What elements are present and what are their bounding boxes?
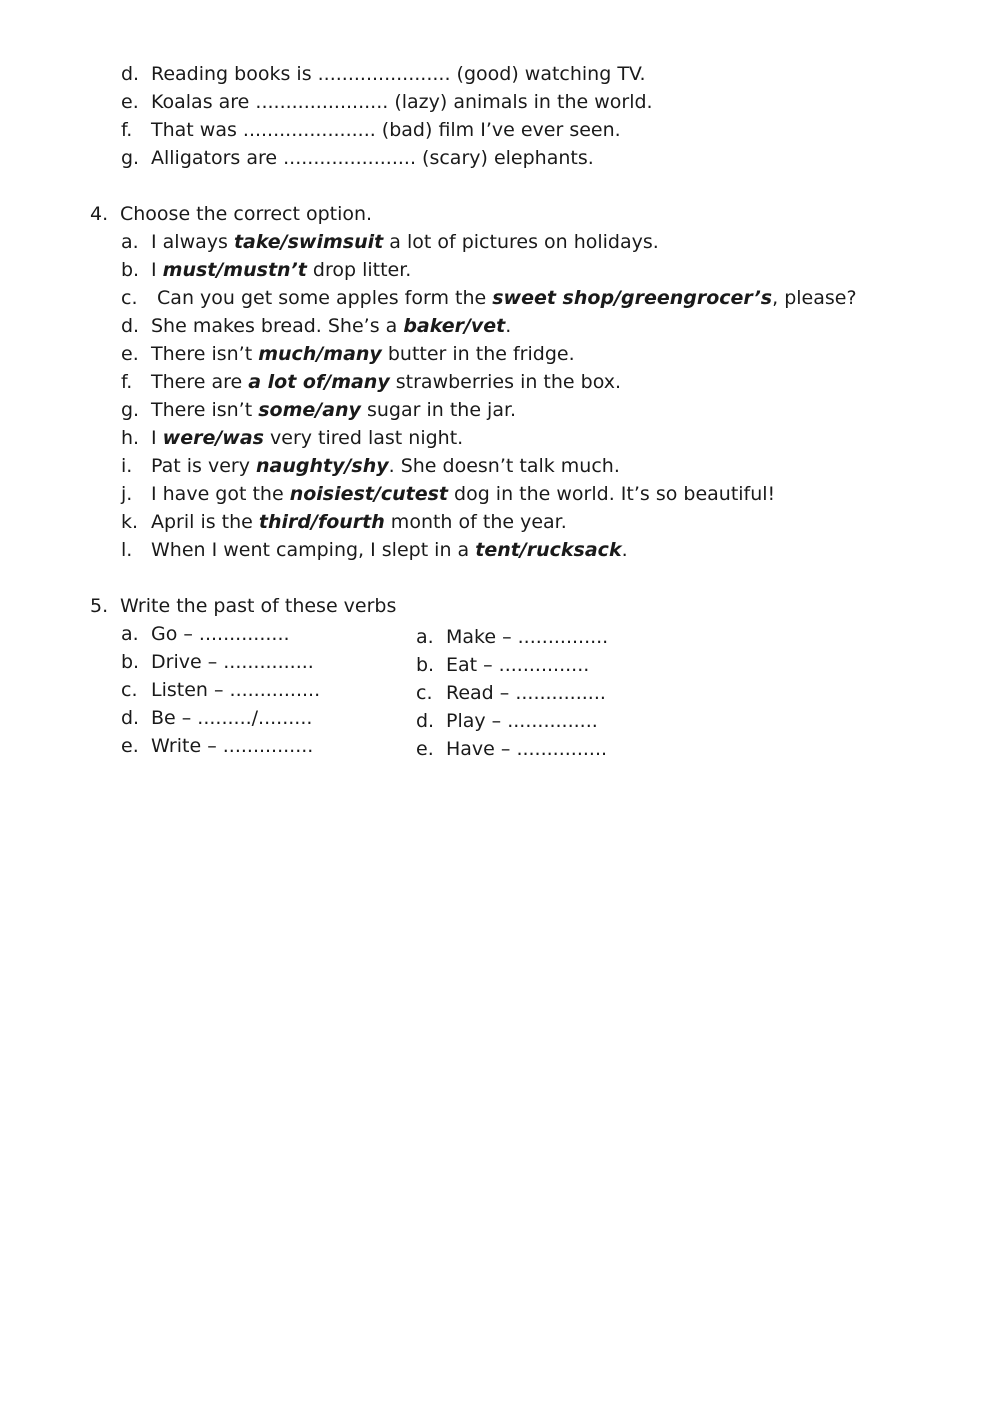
item-text-before: I	[151, 259, 163, 281]
item-text: Play – ...............	[446, 710, 598, 732]
item-letter: f.	[121, 371, 133, 393]
item-text: Reading books is ...................... (good) watching TV.	[151, 63, 646, 85]
s5-right-item	[416, 735, 607, 763]
s3-item-f	[121, 116, 621, 144]
item-letter: c.	[121, 679, 138, 701]
s4-item	[121, 312, 511, 340]
item-letter: h.	[121, 427, 140, 449]
s5-left-item	[121, 732, 313, 760]
item-text-after: . She doesn’t talk much.	[388, 455, 620, 477]
s4-item	[121, 228, 659, 256]
item-letter: d.	[121, 707, 140, 729]
item-option: were/was	[162, 427, 264, 449]
item-option: some/any	[258, 399, 361, 421]
item-option: tent/rucksack	[475, 539, 622, 561]
item-letter: b.	[416, 654, 435, 676]
item-letter: e.	[121, 91, 139, 113]
s4-item	[121, 284, 857, 312]
item-text: That was ...................... (bad) film I’ve ever seen.	[151, 119, 621, 141]
s5-right-item	[416, 651, 589, 679]
item-letter: d.	[416, 710, 435, 732]
item-letter: l.	[121, 539, 133, 561]
item-text-before: I	[151, 427, 163, 449]
item-option: third/fourth	[258, 511, 385, 533]
s3-item-d	[121, 60, 646, 88]
s4-item	[121, 368, 621, 396]
section-title: Choose the correct option.	[120, 203, 373, 225]
section-number: 4.	[90, 203, 109, 225]
item-letter: e.	[416, 738, 434, 760]
item-text: Be – ........./.........	[151, 707, 313, 729]
item-letter: e.	[121, 343, 139, 365]
item-text-before: There isn’t	[151, 343, 259, 365]
item-text-after: .	[621, 539, 628, 561]
section-4-heading	[90, 200, 372, 228]
s4-item	[121, 452, 620, 480]
section-title: Write the past of these verbs	[120, 595, 397, 617]
s4-item	[121, 256, 411, 284]
item-letter: d.	[121, 63, 140, 85]
s5-right-item	[416, 707, 598, 735]
item-text-after: sugar in the jar.	[360, 399, 517, 421]
item-letter: a.	[121, 623, 139, 645]
s3-item-e	[121, 88, 653, 116]
item-option: much/many	[258, 343, 382, 365]
item-letter: a.	[121, 231, 139, 253]
s3-item-g	[121, 144, 594, 172]
item-letter: k.	[121, 511, 139, 533]
item-option: baker/vet	[403, 315, 506, 337]
item-text-before: Can you get some apples form the	[151, 287, 493, 309]
item-text: Eat – ...............	[446, 654, 590, 676]
item-text: Make – ...............	[446, 626, 609, 648]
item-letter: f.	[121, 119, 133, 141]
item-letter: d.	[121, 315, 140, 337]
s4-item	[121, 480, 775, 508]
item-text-after: dog in the world. It’s so beautiful!	[447, 483, 776, 505]
item-option: a lot of/many	[248, 371, 390, 393]
s5-right-item	[416, 623, 608, 651]
item-letter: c.	[121, 287, 138, 309]
item-text-after: strawberries in the box.	[389, 371, 622, 393]
item-text-after: drop litter.	[306, 259, 412, 281]
item-letter: g.	[121, 399, 140, 421]
item-letter: c.	[416, 682, 433, 704]
item-text: Koalas are ...................... (lazy) animals in the world.	[151, 91, 653, 113]
s5-left-item	[121, 676, 320, 704]
item-letter: e.	[121, 735, 139, 757]
item-text-after: month of the year.	[384, 511, 567, 533]
item-text-after: .	[505, 315, 512, 337]
section-number: 5.	[90, 595, 109, 617]
item-text-after: a lot of pictures on holidays.	[383, 231, 659, 253]
item-option: noisiest/cutest	[289, 483, 448, 505]
item-text: Drive – ...............	[151, 651, 314, 673]
item-option: naughty/shy	[255, 455, 389, 477]
item-letter: b.	[121, 651, 140, 673]
item-text-after: , please?	[772, 287, 857, 309]
item-letter: g.	[121, 147, 140, 169]
item-text-before: She makes bread. She’s a	[151, 315, 404, 337]
item-text: Go – ...............	[151, 623, 290, 645]
item-text: Write – ...............	[151, 735, 314, 757]
item-text: Alligators are ...................... (scary) elephants.	[151, 147, 594, 169]
item-text-after: very tired last night.	[263, 427, 464, 449]
s4-item	[121, 340, 575, 368]
item-letter: b.	[121, 259, 140, 281]
item-letter: j.	[121, 483, 133, 505]
s4-item	[121, 536, 628, 564]
s5-left-item	[121, 704, 312, 732]
item-text-before: April is the	[151, 511, 259, 533]
item-text: Read – ...............	[446, 682, 606, 704]
item-letter: a.	[416, 626, 434, 648]
s5-right-item	[416, 679, 606, 707]
item-text: Have – ...............	[446, 738, 608, 760]
item-option: sweet shop/greengrocer’s	[492, 287, 773, 309]
item-text-before: There are	[151, 371, 249, 393]
item-option: must/mustn’t	[162, 259, 307, 281]
item-text-after: butter in the fridge.	[381, 343, 575, 365]
item-text-before: Pat is very	[151, 455, 256, 477]
item-text-before: When I went camping, I slept in a	[151, 539, 476, 561]
s4-item	[121, 396, 516, 424]
s5-left-item	[121, 620, 290, 648]
s5-left-item	[121, 648, 314, 676]
item-letter: i.	[121, 455, 133, 477]
item-text: Listen – ...............	[151, 679, 321, 701]
item-option: take/swimsuit	[233, 231, 384, 253]
section-5-heading	[90, 592, 396, 620]
item-text-before: I always	[151, 231, 234, 253]
s4-item	[121, 424, 463, 452]
item-text-before: There isn’t	[151, 399, 259, 421]
item-text-before: I have got the	[151, 483, 290, 505]
s4-item	[121, 508, 567, 536]
